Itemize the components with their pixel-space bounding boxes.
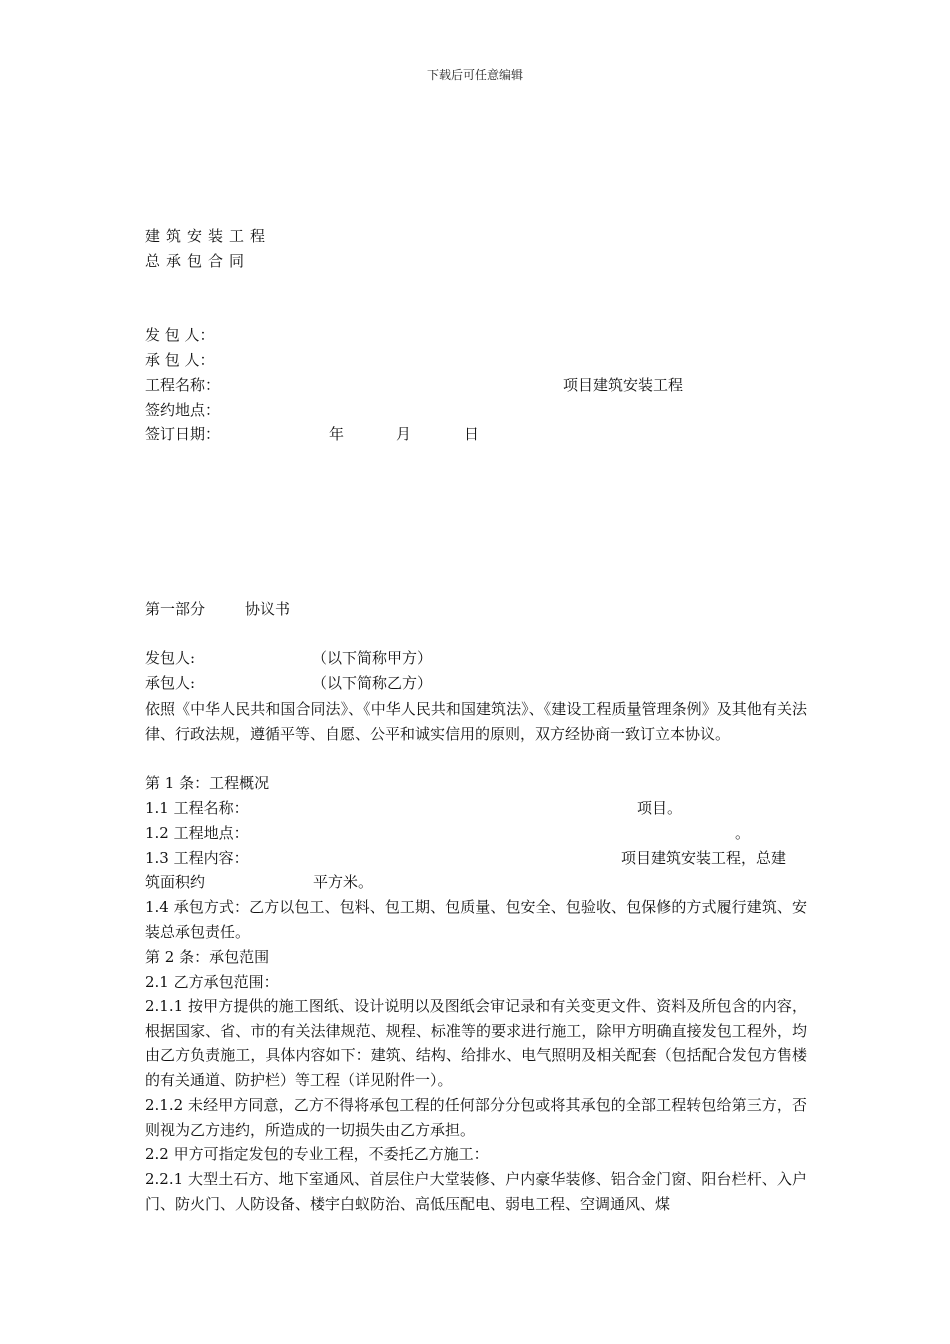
item-1-3-area-unit: 平方米。 xyxy=(313,873,374,891)
cover-date-month: 月 xyxy=(396,425,412,443)
cover-date-day: 日 xyxy=(464,425,480,443)
contract-title-line2: 总承包合同 xyxy=(145,252,251,270)
item-1-3-line2 xyxy=(145,870,807,894)
cover-project-label: 工程名称： xyxy=(145,376,221,394)
item-1-1-suffix: 项目。 xyxy=(637,799,683,817)
article1-title: 第 1 条：工程概况 xyxy=(145,774,270,792)
item-1-3 xyxy=(145,846,807,870)
item-1-2-label: 1.2 工程地点： xyxy=(145,824,249,842)
item-2-2-1: 2.2.1 大型土石方、地下室通风、首层住户大堂装修、户内豪华装修、铝合金门窗、阳台栏杆、入户门、防火门、人防设备、楼宇白蚁防治、高低压配电、弱电工程、空调通风、煤 xyxy=(145,1170,807,1213)
preamble-paragraph: 依照《中华人民共和国合同法》、《中华人民共和国建筑法》、《建设工程质量管理条例》及其他有关法律、行政法规，遵循平等、自愿、公平和诚实信用的原则，双方经协商一致订立本协议。 xyxy=(145,700,807,743)
cover-contractor-label: 承 包 人： xyxy=(145,351,215,369)
article2-title: 第 2 条：承包范围 xyxy=(145,948,270,966)
part1-contractor-note: （以下简称乙方） xyxy=(312,674,433,692)
part1-heading-right: 协议书 xyxy=(245,600,291,618)
item-1-4: 1.4 承包方式：乙方以包工、包料、包工期、包质量、包安全、包验收、包保修的方式履行建筑、安装总承包责任。 xyxy=(145,898,807,941)
item-1-1 xyxy=(145,796,807,820)
part1-heading-left: 第一部分 xyxy=(145,600,206,618)
item-2-2: 2.2 甲方可指定发包的专业工程，不委托乙方施工： xyxy=(145,1145,489,1163)
item-1-3-label: 1.3 工程内容： xyxy=(145,849,249,867)
cover-date-year: 年 xyxy=(329,425,345,443)
part1-employer-label: 发包人: xyxy=(145,649,196,667)
cover-project-suffix: 项目建筑安装工程 xyxy=(563,376,684,394)
part1-employer-note: （以下简称甲方） xyxy=(312,649,433,667)
page-header: 下载后可任意编辑 xyxy=(426,68,523,82)
cover-employer-label: 发 包 人： xyxy=(145,326,215,344)
item-1-3-suffix: 项目建筑安装工程，总建 xyxy=(621,849,787,867)
item-2-1: 2.1 乙方承包范围： xyxy=(145,973,279,991)
cover-place-label: 签约地点： xyxy=(145,401,221,419)
item-1-2 xyxy=(145,821,807,845)
cover-date-label: 签订日期： xyxy=(145,425,221,443)
part1-contractor-label: 承包人: xyxy=(145,674,196,692)
contract-title-line1: 建筑安装工程 xyxy=(145,227,272,245)
item-2-1-1: 2.1.1 按甲方提供的施工图纸、设计说明以及图纸会审记录和有关变更文件、资料及所包含的内容，根据国家、省、市的有关法律规范、规程、标准等的要求进行施工，除甲方明确直接发包工程外，均由乙方负责施工，具体内容如下：建筑、结构、给排水、电气照明及相关配套（包括配合发包方售楼的有关通道、防护栏）等工程（详见附件一）。 xyxy=(145,997,807,1089)
item-1-3-area-label: 筑面积约 xyxy=(145,873,206,891)
item-1-1-label: 1.1 工程名称： xyxy=(145,799,249,817)
item-2-1-2: 2.1.2 未经甲方同意，乙方不得将承包工程的任何部分分包或将其承包的全部工程转包给第三方，否则视为乙方违约，所造成的一切损失由乙方承担。 xyxy=(145,1096,807,1139)
item-1-2-suffix: 。 xyxy=(735,824,751,842)
